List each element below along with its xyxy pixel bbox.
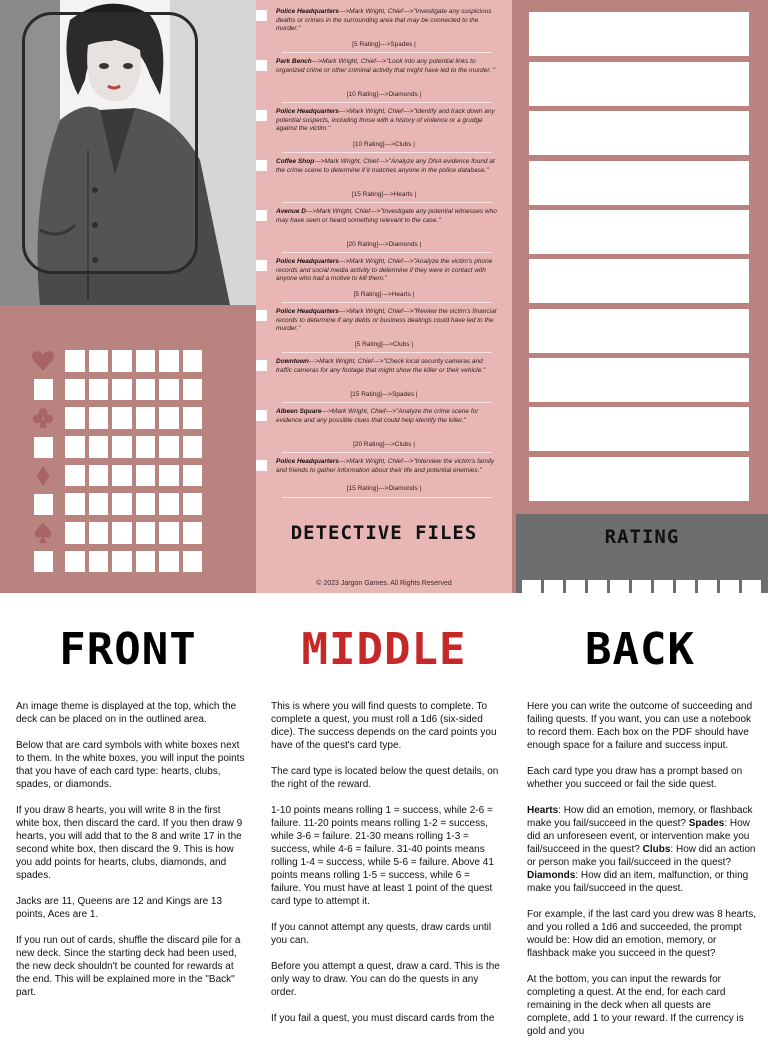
point-box[interactable] [112,350,132,372]
quest-checkbox[interactable] [256,310,267,321]
quest-location: Avenue D [276,208,306,215]
point-box[interactable] [159,407,179,429]
point-box[interactable] [89,465,109,487]
quest-description: --->Mark Wright, Chief--->"Look into any potential links to organized crime or other criminal activity that might have led to the murder. " [276,58,496,74]
paragraph: An image theme is displayed at the top, which the deck can be placed on in the outlined area. [16,701,237,725]
quest-description: --->Mark Wright, Chief--->"Analyze the crime scene for evidence and any possible clues that could help identify the killer." [276,408,479,424]
paragraph: Each card type you draw has a prompt based on whether you succeed or fail the side quest. [527,766,743,790]
point-box[interactable] [159,493,179,515]
divider [282,152,492,153]
quest-checkbox[interactable] [256,60,267,71]
quest-reward: [15 Rating]--->Spades | [350,391,418,398]
outcome-box[interactable] [529,309,749,353]
point-box[interactable] [183,465,203,487]
quest-description: --->Mark Wright, Chief--->"Check local security cameras and traffic cameras for any footage that might show the killer or their vehicle." [276,358,486,374]
point-box[interactable] [159,379,179,401]
point-box[interactable] [89,436,109,458]
paragraph: If you run out of cards, shuffle the discard pile for a new deck. Since the starting deck had been used, the new deck shouldn't be counted for rewards at the end. This will be explained more in the "Back" part. [16,935,241,998]
suit-row-blank [30,434,205,463]
quest-description: --->Mark Wright, Chief--->"Review the victim's financial records to determine if any debts or business dealings could have led to the murder." [276,308,497,333]
back-panel-outcomes [512,0,768,593]
point-box[interactable] [112,493,132,515]
club-icon [30,407,56,429]
quest-reward: [5 Rating]--->Hearts | [353,291,415,298]
divider [282,402,492,403]
rating-box[interactable] [720,580,739,593]
point-box[interactable] [65,522,85,544]
divider [282,352,492,353]
paragraph: Jacks are 11, Queens are 12 and Kings are 13 points, Aces are 1. [16,896,223,920]
quest-location: Police Headquarters [276,308,339,315]
rating-box[interactable] [522,580,541,593]
point-box[interactable] [89,551,109,573]
point-box[interactable] [136,551,156,573]
divider [282,452,492,453]
suit-row-spades [30,520,205,549]
suit-prompts [527,804,757,895]
quest-checkbox[interactable] [256,260,267,271]
rating-box[interactable] [632,580,651,593]
divider [282,202,492,203]
point-box[interactable] [89,379,109,401]
paragraph: For example, if the last card you drew was 8 hearts, and you rolled a 1d6 and succeeded, the prompt would be: How did an emotion, memory, or flashback make you succeed in the quest? [527,909,756,959]
divider [282,102,492,103]
point-box[interactable] [89,493,109,515]
divider [282,52,492,53]
point-box[interactable] [65,465,85,487]
blank-slot [30,493,56,515]
paragraph: If you draw 8 hearts, you will write 8 in the first white box, then discard the card. If you then draw 9 hearts, you will add that to the 8 and write 17 in the second white box, then discard the 9. This is how you add points for hearts, clubs, diamonds, and spades. [16,805,243,881]
quest-location: Police Headquarters [276,108,339,115]
outcome-box[interactable] [529,358,749,402]
point-box[interactable] [112,522,132,544]
paragraph: Below that are card symbols with white boxes next to them. In the white boxes, you will input the points that you have of each card type: hearts, clubs, spades, or diamonds. [16,740,245,790]
portrait-area [0,0,256,305]
quest-reward: [20 Rating]--->Diamonds | [346,241,422,248]
quest-checkbox[interactable] [256,210,267,221]
point-box[interactable] [159,436,179,458]
point-box[interactable] [65,551,85,573]
paragraph: 1-10 points means rolling 1 = success, while 2-6 = failure. 11-20 points means rolling 1-2 = success, while 3-6 = failure. 21-30 means rolling 1-3 = success, while 4-6 = failure. 31-40 points means rolling 1-4 = success, while 5-6 = failure. Above 41 points means rolling 1-5 = success, while 6 = failure. You must have at least 1 point of the quest card type to attempt it. [271,805,494,907]
point-box[interactable] [112,551,132,573]
blank-slot [30,379,56,401]
paragraph: If you cannot attempt any quests, draw cards until you can. [271,922,492,946]
quest-checkbox[interactable] [256,410,267,421]
quest-description: --->Mark Wright, Chief--->"Analyze any DNA evidence found at the crime scene to determine if it matches anyone in the police database." [276,158,495,174]
prompt-text-diamonds: : How did an item, malfunction, or thing make you fail/succeed in the quest. [527,870,749,894]
rating-section [516,514,768,593]
point-box[interactable] [65,493,85,515]
outcome-box[interactable] [529,210,749,254]
outcome-box[interactable] [529,12,749,56]
front-panel [0,0,256,593]
quest-checkbox[interactable] [256,10,267,21]
quest-location: Coffee Shop [276,158,315,165]
point-box[interactable] [89,522,109,544]
prompt-text-clubs: : How did an action or person make you fail/succeed in the quest? [527,844,756,868]
suit-row-blank [30,549,205,578]
rating-box-row [522,580,761,593]
point-box[interactable] [89,407,109,429]
quest-reward: [5 Rating]--->Spades | [352,41,416,48]
divider [282,497,492,498]
prompt-label-hearts: Hearts [527,805,559,816]
rating-box[interactable] [742,580,761,593]
point-box[interactable] [183,407,203,429]
paragraph: If you fail a quest, you must discard cards from the [271,1013,495,1024]
suit-row-blank [30,491,205,520]
quest-description: --->Mark Wright, Chief--->"Investigate any suspicious deaths or crimes in the surrounding area that may be connected to the murder." [276,8,492,33]
point-box[interactable] [159,551,179,573]
rating-box[interactable] [588,580,607,593]
suit-row-clubs [30,405,205,434]
middle-panel-quests [256,0,512,593]
heart-icon [30,350,56,372]
rating-box[interactable] [676,580,695,593]
quest-reward: [10 Rating]--->Diamonds | [346,91,422,98]
point-box[interactable] [136,350,156,372]
quest-reward: [5 Rating]--->Clubs | [354,341,414,348]
quest-checkbox[interactable] [256,460,267,471]
point-box[interactable] [159,350,179,372]
point-box[interactable] [183,493,203,515]
quest-location: Police Headquarters [276,258,339,265]
suit-row-diamonds [30,463,205,492]
point-box[interactable] [112,407,132,429]
rating-title: RATING [604,526,680,548]
quest-checkbox[interactable] [256,110,267,121]
point-box[interactable] [65,407,85,429]
point-box[interactable] [112,465,132,487]
point-box[interactable] [159,465,179,487]
spade-icon [30,522,56,544]
point-box[interactable] [136,493,156,515]
quest-reward: [20 Rating]--->Clubs | [353,441,415,448]
point-box[interactable] [183,350,203,372]
prompt-text-hearts: : How did an emotion, memory, or flashback make you fail/succeed in the quest? [527,805,753,829]
blank-slot [30,436,56,458]
point-box[interactable] [65,350,85,372]
outcome-box[interactable] [529,62,749,106]
quest-checkbox[interactable] [256,160,267,171]
point-box[interactable] [136,436,156,458]
rating-box[interactable] [698,580,717,593]
outcome-box[interactable] [529,259,749,303]
divider [282,252,492,253]
quest-description: --->Mark Wright, Chief--->"Investigate any potential witnesses who may have seen or heard something relevant to the case." [276,208,497,224]
point-box[interactable] [112,379,132,401]
point-box[interactable] [89,350,109,372]
back-instructions [527,700,757,1051]
point-box[interactable] [136,379,156,401]
paragraph: Before you attempt a quest, draw a card. This is the only way to draw. You can do the quests in any order. [271,961,500,998]
copyright-notice: © 2023 Jargon Games. All Rights Reserved [316,580,452,587]
prompt-label-clubs: Clubs [642,844,671,855]
quest-reward: [15 Rating]--->Diamonds | [346,485,422,492]
rating-box[interactable] [566,580,585,593]
quest-location: Downtown [276,358,309,365]
point-box[interactable] [136,522,156,544]
prompt-label-spades: Spades [688,818,725,829]
quest-location: Police Headquarters [276,458,339,465]
point-box[interactable] [65,436,85,458]
quest-description: --->Mark Wright, Chief--->"Identify and track down any potential suspects, including those with a history of violence or a grudge against the victim." [276,108,495,133]
diamond-icon [30,465,56,487]
front-instructions [16,700,246,1012]
point-box[interactable] [183,522,203,544]
outcome-box[interactable] [529,407,749,451]
paragraph: Here you can write the outcome of succeeding and failing quests. If you want, you can use a notebook to record them. Each box on the PDF should have enough space for a failure and success input. [527,701,753,751]
outcome-box[interactable] [529,457,749,501]
detective-files-title: DETECTIVE FILES [290,522,478,544]
point-box[interactable] [183,436,203,458]
quest-checkbox[interactable] [256,360,267,371]
paragraph: This is where you will find quests to complete. To complete a quest, you must roll a 1d6 (six-sided dice). The success depends on the card points you have of the quest's card type. [271,701,497,751]
quest-reward: [15 Rating]--->Hearts | [351,191,417,198]
rating-box[interactable] [654,580,673,593]
front-heading: FRONT [59,624,197,675]
point-box[interactable] [183,379,203,401]
rating-box[interactable] [610,580,629,593]
middle-heading: MIDDLE [301,624,467,675]
point-box[interactable] [159,522,179,544]
point-box[interactable] [112,436,132,458]
quest-description: --->Mark Wright, Chief--->"Interview the victim's family and friends to gather information about their life and potential enemies." [276,458,495,474]
quest-location: Albeen Square [276,408,322,415]
rating-box[interactable] [544,580,563,593]
suit-row-hearts [30,348,205,377]
quest-location: Police Headquarters [276,8,339,15]
paragraph: At the bottom, you can input the rewards for completing a quest. At the end, for each card remaining in the deck when all quests are complete, add 1 to your reward. If the currency is gold and you [527,974,744,1037]
middle-instructions [271,700,501,1038]
point-box[interactable] [136,407,156,429]
deck-placement-outline [22,12,198,274]
prompt-text-spades: : How did an unforeseen event, or intervention make you fail/succeed in the quest? [527,818,750,855]
back-heading: BACK [585,624,695,675]
quest-description: --->Mark Wright, Chief--->"Analyze the victim's phone records and social media activity to determine if they were in contact with anyone who had a motive to kill them." [276,258,493,283]
quest-location: Park Bench [276,58,312,65]
outcome-box[interactable] [529,111,749,155]
blank-slot [30,551,56,573]
quest-reward: [10 Rating]--->Clubs | [353,141,415,148]
point-box[interactable] [136,465,156,487]
paragraph: The card type is located below the quest details, on the right of the reward. [271,766,499,790]
prompt-label-diamonds: Diamonds [527,870,576,881]
suit-point-tracker [30,348,205,578]
point-box[interactable] [183,551,203,573]
outcome-box[interactable] [529,161,749,205]
suit-row-blank [30,377,205,406]
divider [282,302,492,303]
point-box[interactable] [65,379,85,401]
